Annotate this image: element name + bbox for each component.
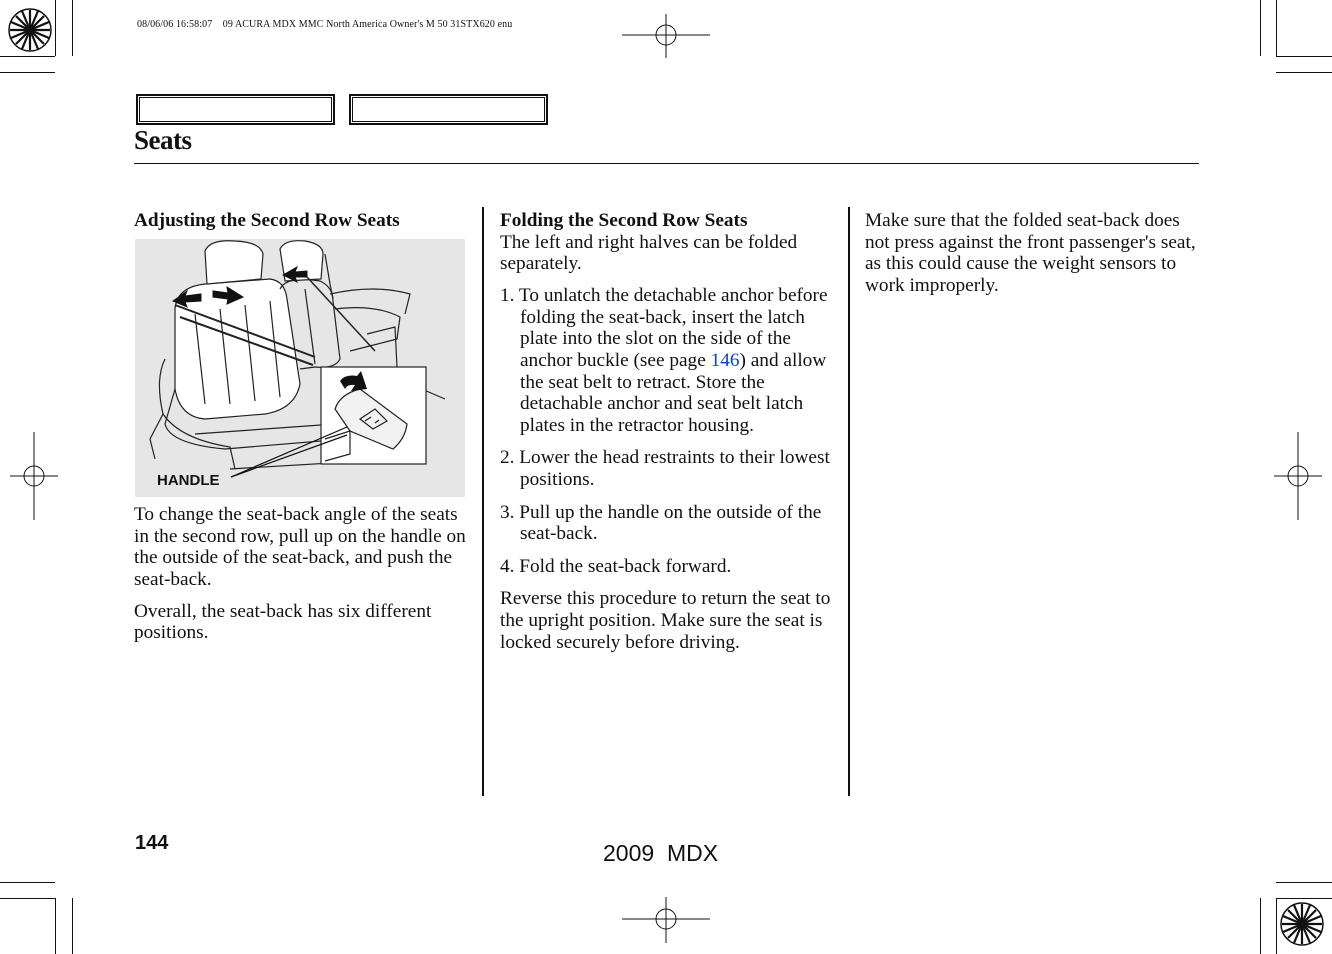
- crop-mark: [1276, 0, 1277, 56]
- column-divider: [482, 207, 484, 796]
- model-label: 2009 MDX: [603, 840, 719, 866]
- middle-column: [500, 210, 840, 664]
- registration-crosshair-top: [620, 14, 712, 58]
- registration-crosshair-left: [10, 432, 60, 520]
- title-rule: [134, 163, 1199, 164]
- crop-mark: [0, 56, 55, 57]
- step-item: 1. To unlatch the detachable anchor before folding the seat-back, insert the latch plate into the slot on the side of the anchor buckle (see page 146) and allow the seat belt to retract. Store the detachable anchor and seat belt latch plates in the retractor housing.: [500, 285, 828, 436]
- crop-mark: [1260, 0, 1261, 56]
- crop-mark: [1276, 72, 1332, 73]
- crop-mark: [72, 0, 73, 56]
- registration-crosshair-right: [1272, 432, 1322, 520]
- step-item: 2. Lower the head restraints to their lowest positions.: [500, 447, 830, 491]
- section-tab-box: [136, 94, 335, 125]
- step-item: 4. Fold the seat-back forward.: [500, 555, 732, 577]
- column-divider: [848, 207, 850, 796]
- left-column: [134, 210, 469, 232]
- paragraph: To change the seat-back angle of the seats in the second row, pull up on the handle on the outside of the seat-back, and push the seat-back.: [134, 504, 466, 590]
- paragraph: Reverse this procedure to return the seat to the upright position. Make sure the seat is locked securely before driving.: [500, 588, 831, 653]
- crop-mark: [0, 72, 55, 73]
- crop-mark: [0, 882, 55, 883]
- crop-mark: [55, 0, 56, 56]
- seat-illustration: [135, 239, 465, 497]
- paragraph: The left and right halves can be folded separately.: [500, 231, 798, 275]
- section-heading: Folding the Second Row Seats: [500, 210, 748, 231]
- crop-mark: [1276, 882, 1332, 883]
- left-column-body: [134, 504, 469, 655]
- section-tab-box: [349, 94, 548, 125]
- paragraph: Make sure that the folded seat-back does not press against the front passenger's seat, as this could cause the weight sensors to work improperly.: [865, 210, 1196, 296]
- crop-mark: [1260, 898, 1261, 954]
- second-row-seat-drawing: [135, 239, 465, 497]
- paragraph: Overall, the seat-back has six different positions.: [134, 600, 432, 644]
- step-item: 3. Pull up the handle on the outside of the seat-back.: [500, 501, 822, 545]
- right-column: [865, 210, 1200, 307]
- registration-crosshair-bottom: [620, 897, 712, 943]
- page-title: Seats: [134, 125, 192, 155]
- procedure-steps: [500, 285, 840, 577]
- figure-callout: HANDLE: [157, 472, 220, 489]
- crop-mark: [1276, 56, 1332, 57]
- page-number: 144: [135, 832, 169, 854]
- print-metadata: 08/06/06 16:58:07 09 ACURA MDX MMC North America Owner's M 50 31STX620 enu: [137, 19, 513, 30]
- crop-mark: [0, 898, 55, 899]
- crop-mark: [72, 898, 73, 954]
- crop-mark: [55, 898, 56, 954]
- section-heading: Adjusting the Second Row Seats: [134, 210, 400, 231]
- page-link[interactable]: 146: [710, 350, 740, 372]
